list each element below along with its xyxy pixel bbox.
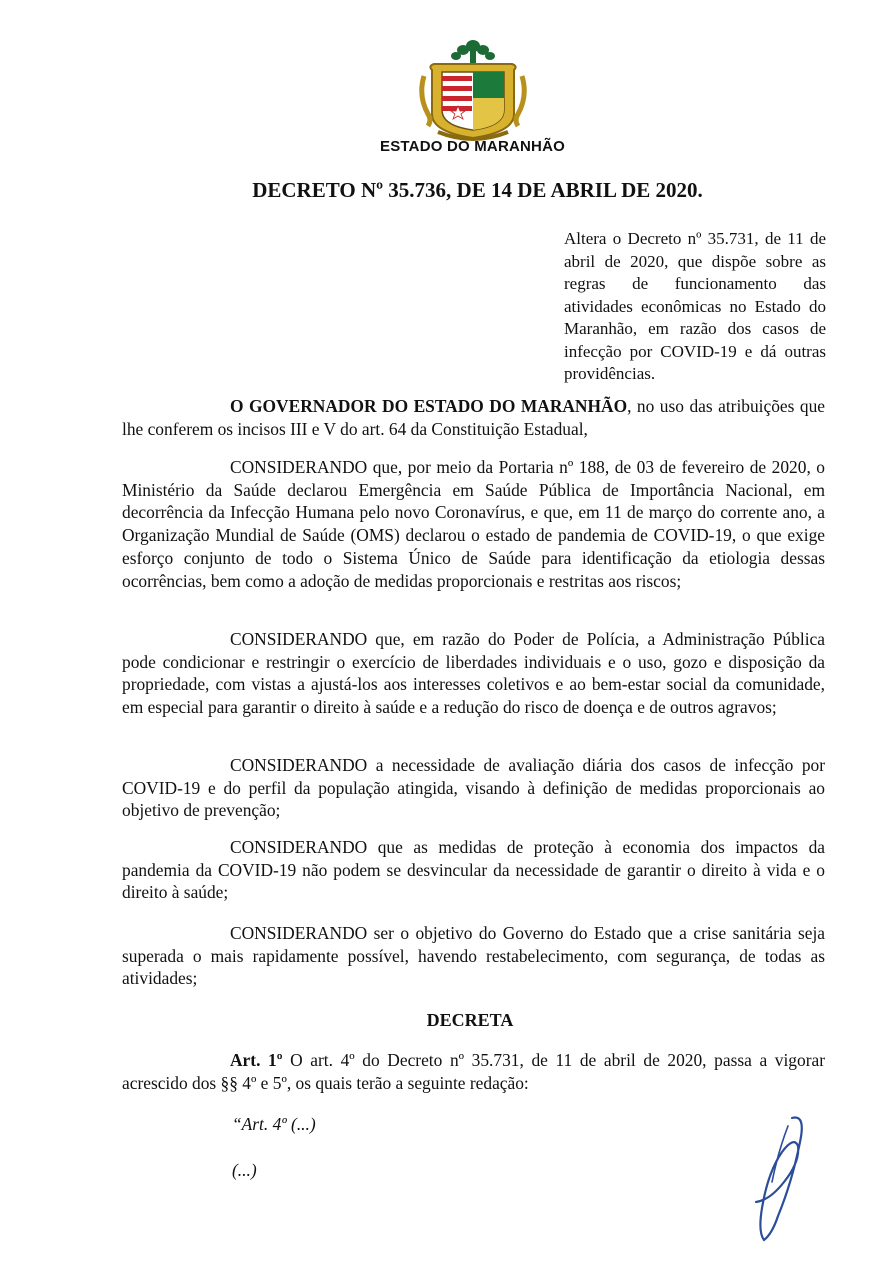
- considerando-3: CONSIDERANDO a necessidade de avaliação diária dos casos de infecção por COVID-19 e do perfil da população atingida, visando à definição de medidas proporcionais ao objetivo de prevenção;: [122, 755, 825, 821]
- article-1-label: Art. 1º: [230, 1050, 283, 1070]
- state-name: ESTADO DO MARANHÃO: [380, 138, 565, 155]
- decree-summary: Altera o Decreto nº 35.731, de 11 de abril de 2020, que dispõe sobre as regras de funcionamento das atividades econômicas no Estado do Maranhão, em razão dos casos de infecção por COVID-19 e dá outras providências.: [564, 229, 826, 383]
- considerando-5: CONSIDERANDO ser o objetivo do Governo do Estado que a crise sanitária seja superada o mais rapidamente possível, havendo restabelecimento, com segurança, de todas as atividades;: [122, 923, 825, 989]
- considerando-1: CONSIDERANDO que, por meio da Portaria nº 188, de 03 de fevereiro de 2020, o Ministério da Saúde declarou Emergência em Saúde Pública de Importância Nacional, em decorrência da Infecção Humana pelo novo Coronavírus, e que, em 11 de março do corrente ano, a Organização Mundial de Saúde (OMS) declarou o estado de pandemia de COVID-19, o que exige esforço conjunto de todo o Sistema Único de Saúde para identificação da etiologia dessas ocorrências, bem como a adoção de medidas proporcionais e restritas aos riscos;: [122, 457, 825, 591]
- quoted-ellipsis-line: (...): [232, 1160, 257, 1180]
- article-1: [122, 1049, 825, 1094]
- governor-preamble-text: , no uso das atribuições que lhe conferem os incisos III e V do art. 64 da Constituição Estadual,: [122, 396, 825, 439]
- article-1-text: O art. 4º do Decreto nº 35.731, de 11 de abril de 2020, passa a vigorar acrescido dos §§ 4º e 5º, os quais terão a seguinte redação:: [122, 1050, 825, 1093]
- governor-preamble: [122, 395, 825, 440]
- signature-initial-icon: [748, 1112, 810, 1244]
- maranhao-coat-of-arms-icon: [418, 36, 528, 144]
- considerando-4: CONSIDERANDO que as medidas de proteção à economia dos impactos da pandemia da COVID-19 não podem se desvincular da necessidade de garantir o direito à vida e o direito à saúde;: [122, 837, 825, 903]
- considerando-2: CONSIDERANDO que, em razão do Poder de Polícia, a Administração Pública pode condicionar e restringir o exercício de liberdades individuais e o uso, gozo e disposição da propriedade, com vistas a ajustá-los aos interesses coletivos e ao bem-estar social da comunidade, em especial para garantir o direito à saúde e a redução do risco de doença e de outros agravos;: [122, 629, 825, 718]
- governor-title: O GOVERNADOR DO ESTADO DO MARANHÃO: [230, 396, 628, 416]
- quoted-article-line: “Art. 4º (...): [232, 1114, 316, 1134]
- decreta-heading: DECRETA: [426, 1010, 514, 1030]
- decree-title: DECRETO Nº 35.736, DE 14 DE ABRIL DE 2020.: [252, 178, 703, 202]
